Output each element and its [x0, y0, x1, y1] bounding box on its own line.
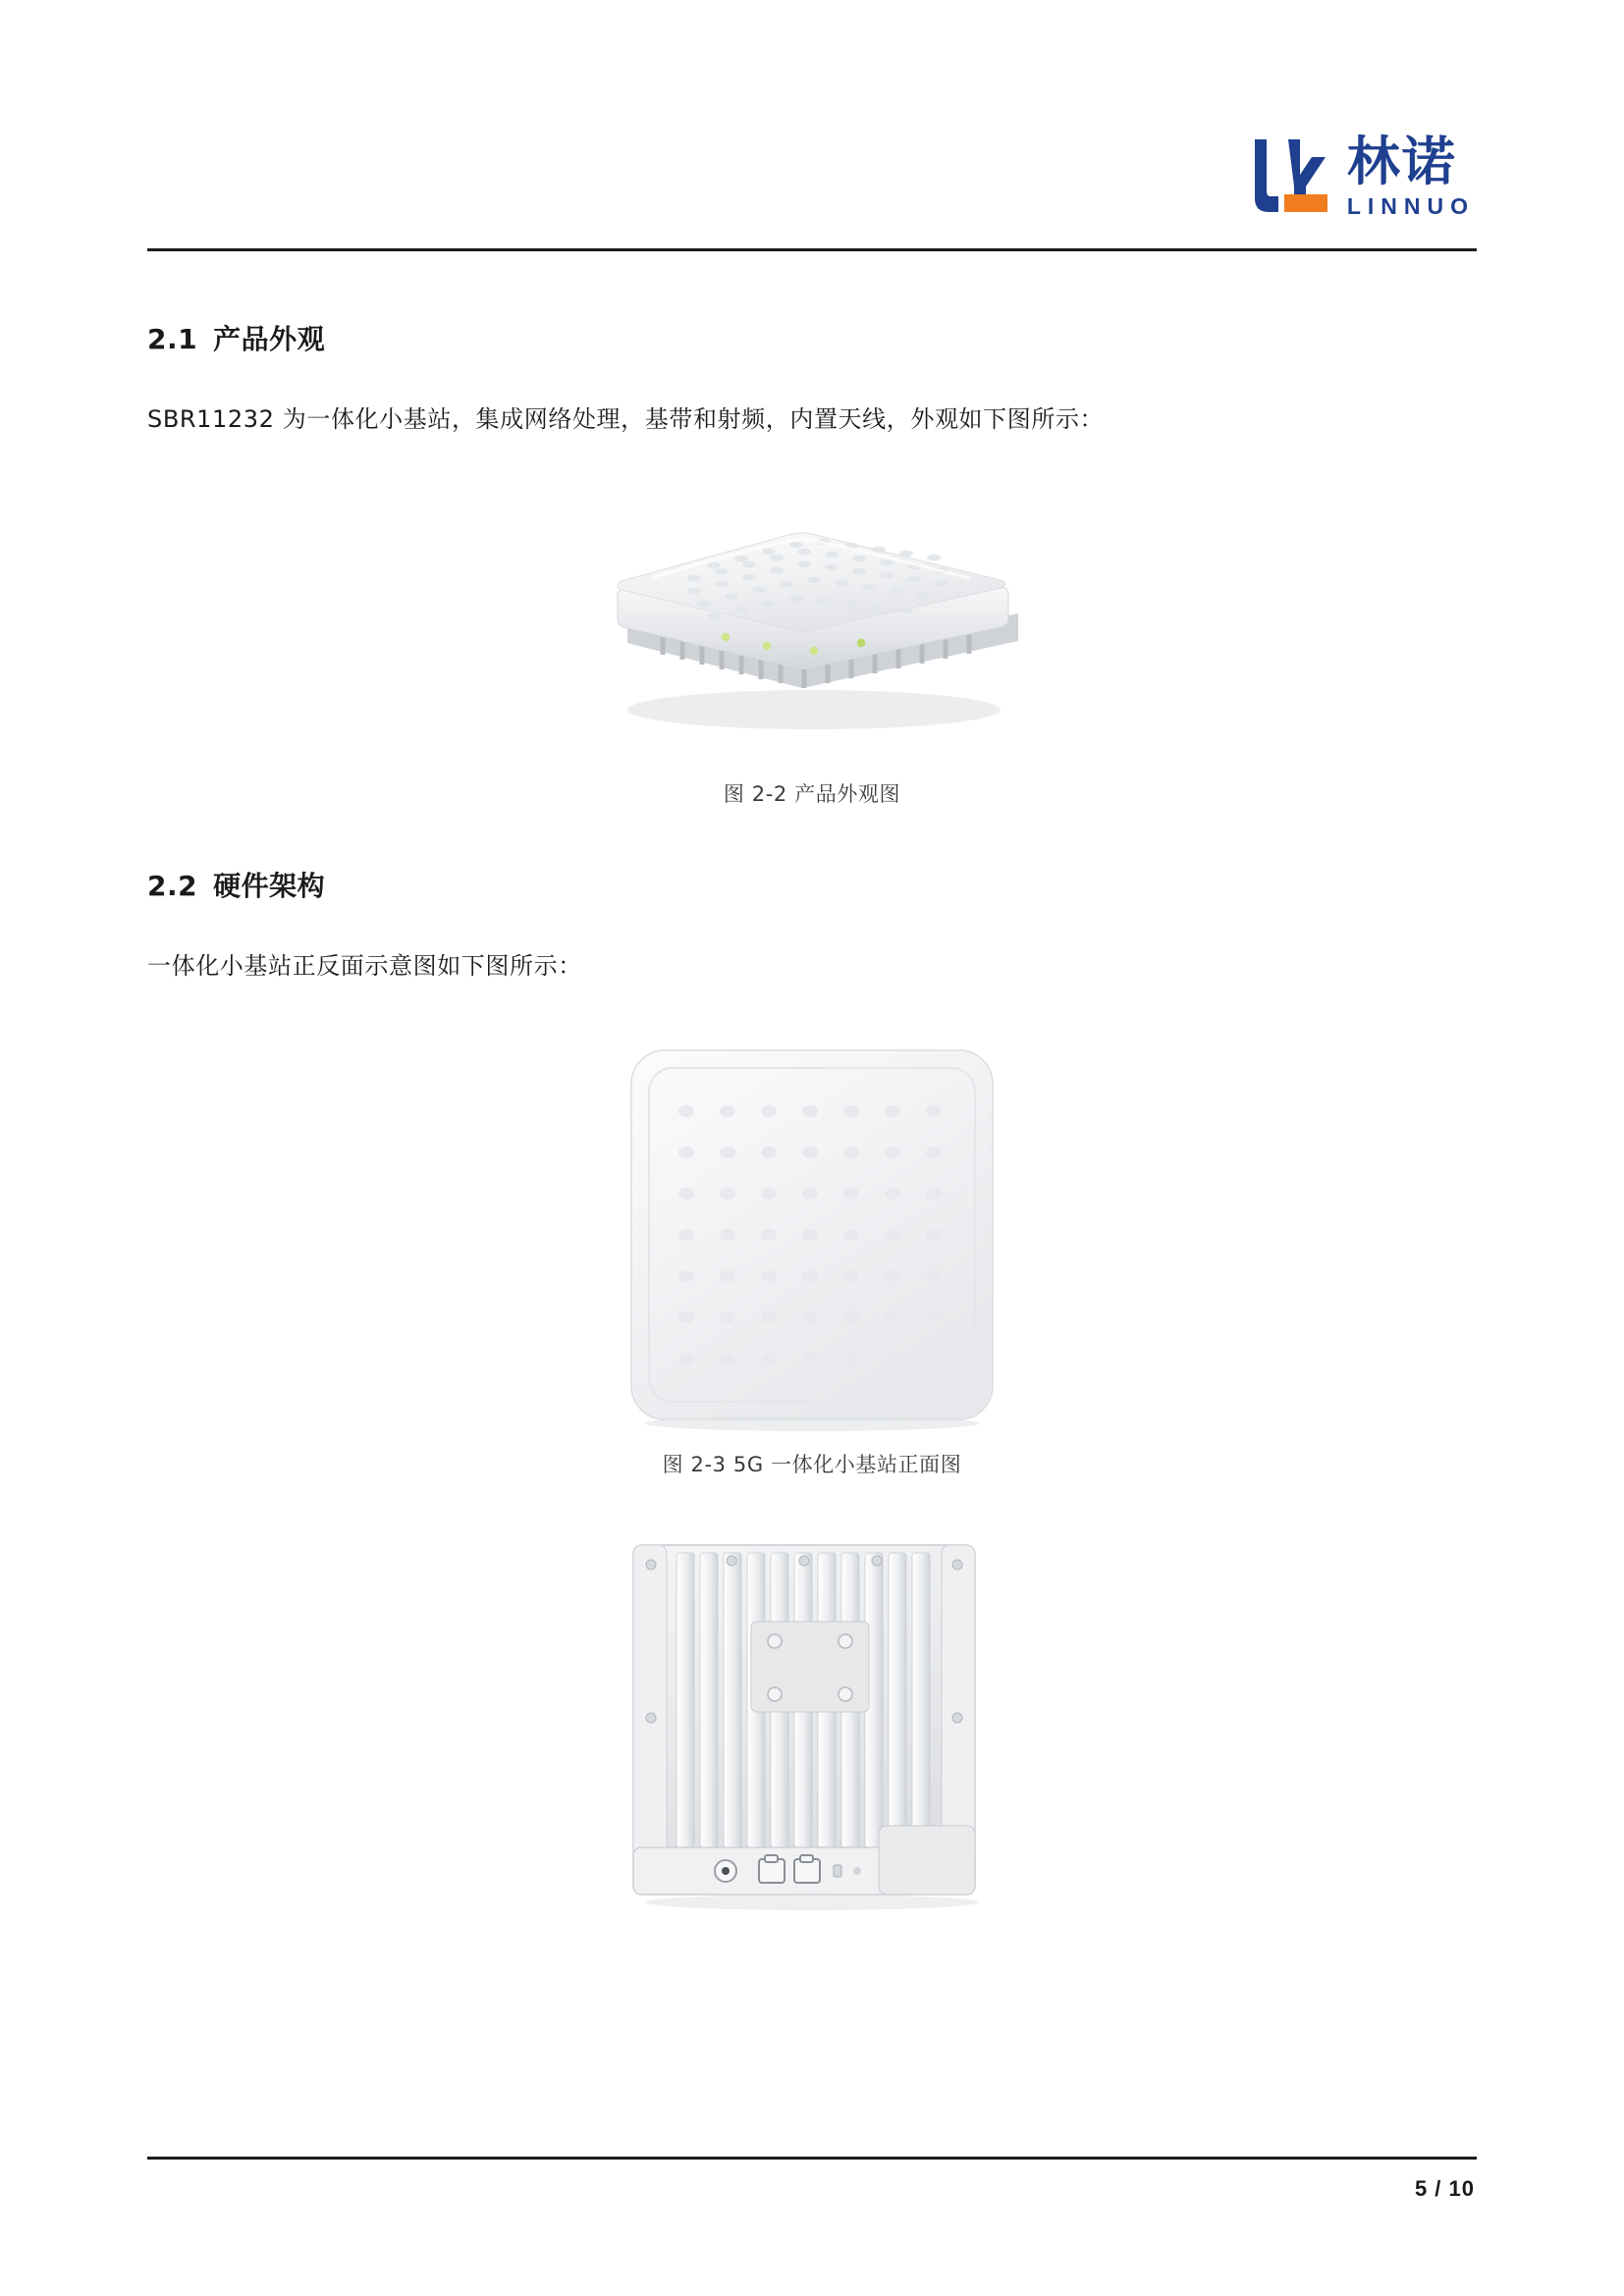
- product-appearance-image: [557, 476, 1067, 761]
- logo-mark-icon: [1249, 135, 1333, 218]
- basestation-back-image: [616, 1531, 1008, 1924]
- figure-2-2-caption: 图 2-2 产品外观图: [723, 782, 901, 807]
- header-divider: [147, 248, 1477, 251]
- section-number-2-1: 2.1: [147, 323, 198, 355]
- section-heading-2-2: [147, 865, 1477, 904]
- section-heading-2-1: [147, 318, 1477, 357]
- page-number: 5 / 10: [1414, 2176, 1475, 2201]
- logo-wordmark: [1346, 131, 1475, 219]
- figure-2-3: [147, 1039, 1477, 1478]
- logo-chinese-name: 林诺: [1346, 131, 1457, 192]
- section-number-2-2: 2.2: [147, 870, 198, 903]
- footer-divider: [147, 2157, 1477, 2160]
- logo-english-name: LINNUO: [1346, 193, 1475, 219]
- figure-2-2: [147, 476, 1477, 808]
- page-content: [147, 285, 1477, 1924]
- company-logo: [1249, 131, 1475, 219]
- basestation-front-image: [616, 1039, 1008, 1431]
- figure-2-4: [147, 1531, 1477, 1924]
- section-paragraph-2-2: 一体化小基站正反面示意图如下图所示：: [147, 952, 582, 981]
- figure-2-3-caption: 图 2-3 5G 一体化小基站正面图: [662, 1453, 962, 1477]
- section-title-2-1: 产品外观: [213, 323, 326, 355]
- section-title-2-2: 硬件架构: [213, 870, 326, 903]
- section-paragraph-2-1: SBR11232 为一体化小基站，集成网络处理，基带和射频，内置天线，外观如下图所示：: [147, 405, 1105, 433]
